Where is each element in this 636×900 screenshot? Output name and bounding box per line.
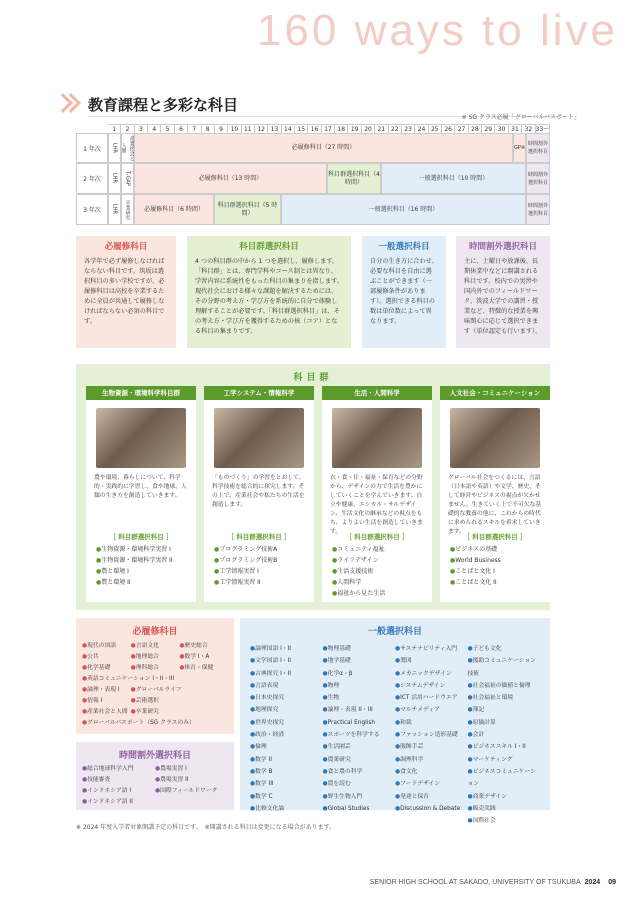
period-number: 33〜 <box>535 126 550 133</box>
group-photo <box>332 408 422 468</box>
course-item: ● 農と環境 I <box>96 566 186 577</box>
subject-item: ● 言語文化 <box>131 641 180 652</box>
course-item: ● ことばと文化 I <box>450 566 540 577</box>
course-item: ● World Business <box>450 555 540 566</box>
subject-item: ● スポーツを科学する <box>323 729 396 741</box>
subject-item: ● 生物 <box>323 692 396 704</box>
card-text: 自分の生き方に合わせ、必要な科目を自由に選ぶことができます（一部履修条件があります）。選択できる科目の数は単位数によって異なります。 <box>370 258 438 325</box>
subject-item: ● サステナビリティ入門 <box>395 643 468 655</box>
group-column <box>204 386 314 602</box>
box-title: 一般選択科目 <box>367 627 422 637</box>
row-label-year1: 1 年次 <box>76 133 108 163</box>
subject-item: ● フードデザイン <box>395 778 468 790</box>
course-item: ● 生物資源・環境科学実習 II <box>96 555 186 566</box>
chevron-decoration-icon <box>56 90 84 116</box>
subject-item: ● 英語コミュニケーション I・II・III <box>82 674 228 685</box>
period-number: 13 <box>268 124 281 133</box>
course-item: ● 工学情報実習 I <box>214 566 304 577</box>
subject-item: ● 言語表現 <box>250 680 323 692</box>
subject-item: ● 論理・表現 I <box>82 685 131 696</box>
group-photo <box>96 408 186 468</box>
period-number: 8 <box>202 124 215 133</box>
box-title: 時間割外選択科目 <box>118 751 191 761</box>
general-columns <box>250 643 540 827</box>
group-header: 生活・人間科学 <box>322 386 432 400</box>
subject-item: ● 化学基礎 <box>82 663 131 674</box>
subject-item: ● 倫理 <box>250 741 323 753</box>
period-number: 4 <box>148 124 161 133</box>
subject-item: ● 産業社会と人間 <box>82 707 131 718</box>
school-name: SENIOR HIGH SCHOOL AT SAKADO, UNIVERSITY OF TSUKUBA <box>369 879 581 886</box>
general-subjects-box <box>240 618 550 825</box>
group-column <box>322 386 432 602</box>
page-number: 09 <box>608 879 616 886</box>
course-item: ● ビジネスの基礎 <box>450 544 540 555</box>
subject-item: ● 地理探究 <box>250 704 323 716</box>
period-number: 5 <box>161 124 174 133</box>
subject-item: ● 生活園芸 <box>323 741 396 753</box>
subject-item: ● 販売実践 <box>468 803 541 815</box>
course-item: ● 人間科学 <box>332 577 422 588</box>
subject-item: ● 会計 <box>468 729 541 741</box>
timeslot-cell-year2: 時間割外選択科目 <box>526 163 550 194</box>
period-number: 12 <box>255 124 268 133</box>
period-number: 7 <box>188 124 201 133</box>
group-subtitle: ［ 科目群選択科目 ］ <box>463 533 527 541</box>
group-desc: 「ものづくり」の学習をとおして、科学技術を総合的に探究します。その上で、産業社会や私たちの生活を創造します。 <box>212 475 305 508</box>
general-col <box>395 643 468 827</box>
period-number: 16 <box>308 124 321 133</box>
subject-item: ● 卒業研究 <box>131 707 228 718</box>
box-title: 必履修科目 <box>132 627 178 637</box>
general-cell-year3: 一般選択科目（16 時間） <box>281 194 526 225</box>
period-number: 27 <box>455 124 468 133</box>
card-title: 必履修科目 <box>104 242 148 252</box>
subject-item: ● 食と農の科学 <box>323 766 396 778</box>
grad-cell: 卒業研究 <box>121 194 134 225</box>
lhr-cell: LHR <box>108 163 121 194</box>
subject-item: ● 和裁 <box>395 717 468 729</box>
period-number: 30 <box>495 124 508 133</box>
period-number: 24 <box>415 124 428 133</box>
required-cell-year1: 必履修科目（27 時間） <box>134 133 513 163</box>
subject-item: ● 数学 B <box>250 766 323 778</box>
period-number: 29 <box>482 124 495 133</box>
group-subtitle: ［ 科目群選択科目 ］ <box>345 533 409 541</box>
subject-item: ● ビジネススキル I・II <box>468 741 541 753</box>
subject-item: ● 援助コミュニケーション技術 <box>468 655 541 680</box>
period-number: 14 <box>282 124 295 133</box>
subject-item: ● 情報 I <box>82 696 131 707</box>
subject-item: ● 食文化 <box>395 766 468 778</box>
course-list <box>440 544 550 588</box>
card-title: 一般選択科目 <box>378 242 430 252</box>
group-desc: 衣・食・住・福祉・保育などの分野から、デザインの力で生活を豊かにしていくことを学んでいきます。自立や健康、エシカル・サルデザイン、生活文化の継承などの視点をもち、よりよい生活を創造していきます。 <box>330 475 423 535</box>
period-number: 31 <box>509 124 522 133</box>
subject-item: ● 子ども文化 <box>468 643 541 655</box>
course-item: ● プログラミング技術A <box>214 544 304 555</box>
subject-item: ● 世界史探究 <box>250 717 323 729</box>
general-cell-year2: 一般選択科目（10 時間） <box>381 163 526 194</box>
page-hero-title: 160 ways to live <box>256 6 618 55</box>
subject-item: ● 国際社会 <box>468 815 541 827</box>
subject-item: ● 調理科学 <box>395 754 468 766</box>
subject-item: ● 論理・表現 II・III <box>323 704 396 716</box>
course-list <box>86 544 196 588</box>
course-list <box>322 544 432 599</box>
subject-item: ● 論理国語 I・II <box>250 643 323 655</box>
subject-item: ● 野生生物入門 <box>323 791 396 803</box>
subject-item: ● 数学 II <box>250 754 323 766</box>
period-number: 21 <box>375 124 388 133</box>
course-item: ● 生物資源・環境科学実習 I <box>96 544 186 555</box>
subject-item: ● 数学 I・A <box>179 652 228 663</box>
period-number: 19 <box>348 124 361 133</box>
subject-item: ● 古典探究 I・II <box>250 668 323 680</box>
group-column <box>86 386 196 602</box>
subject-item: ● グローバルライフ <box>131 685 228 696</box>
footnote: ※ 2024 年度入学者対象開講予定の科目です。 ※開講される科目は変更になる場合があります。 <box>76 824 336 831</box>
subject-groups <box>76 364 550 610</box>
period-number: 17 <box>322 124 335 133</box>
period-number: 22 <box>389 124 402 133</box>
subject-item: ● ファッション造形基礎 <box>395 729 468 741</box>
subject-item: ● 物理基礎 <box>323 643 396 655</box>
period-number: 32 <box>522 124 535 133</box>
subject-item: ● 比較文化論 <box>250 803 323 815</box>
subject-item: ● Practical English <box>323 717 396 729</box>
lhr-cell: LHR <box>108 194 121 225</box>
subject-item: ● 文学国語 I・II <box>250 655 323 667</box>
subject-item: ● 理科総合 <box>131 663 180 674</box>
card-text: 各学年で必ず履修しなければならない科目です。筑坂は選択科目の多い学校ですが、必履修科目は高校を卒業するために全員が共通して履修しなければならない必須の科目です。 <box>84 258 165 325</box>
section-title: 教育課程と多彩な科目 <box>88 96 239 114</box>
subject-item: ● 農場実習 I <box>155 764 228 775</box>
subject-item: ● ビジネスコミュニケーション <box>468 766 541 791</box>
course-item: ● ライフデザイン <box>332 555 422 566</box>
subject-item: ● 数学 III <box>250 778 323 790</box>
subject-item: ● 原価計算 <box>468 717 541 729</box>
subject-item: ● 服飾手芸 <box>395 741 468 753</box>
lhr-cell: LHR <box>108 133 121 163</box>
subject-item: ● 農を読む <box>323 778 396 790</box>
card-title: 時間割外選択科目 <box>468 242 537 252</box>
course-item: ● ことばと文化 II <box>450 577 540 588</box>
row-label-year3: 3 年次 <box>76 194 108 225</box>
period-number: 6 <box>175 124 188 133</box>
card-title: 科目群選択科目 <box>239 242 299 252</box>
course-item: ● 農と環境 II <box>96 577 186 588</box>
period-number: 10 <box>228 124 241 133</box>
subject-item: ● 技能審査 <box>82 775 155 786</box>
general-col <box>250 643 323 827</box>
subject-item: ● マーケティング <box>468 754 541 766</box>
course-item: ● 生活支援技術 <box>332 566 422 577</box>
subject-item: ● 地学基礎 <box>323 655 396 667</box>
subject-item: ● グローバルパスポート（SG クラスのみ） <box>82 718 228 729</box>
group-header: 人文社会・コミュニケーション <box>440 386 550 400</box>
card-group <box>187 236 351 348</box>
group-subtitle: ［ 科目群選択科目 ］ <box>109 533 173 541</box>
subject-item: ● 社会福祉と環境 <box>468 692 541 704</box>
row-label-year2: 2 年次 <box>76 163 108 194</box>
subject-item: ● 政治・経済 <box>250 729 323 741</box>
card-required <box>76 236 176 348</box>
subject-item: ● 商業デザイン <box>468 791 541 803</box>
timeslot-subjects-box <box>76 742 234 810</box>
period-number: 25 <box>429 124 442 133</box>
period-number: 11 <box>242 124 255 133</box>
required-cell-year2: 必履修科目（13 時間） <box>134 163 327 194</box>
course-item: ● 福祉から見た生活 <box>332 588 422 599</box>
subject-item: ● 社会福祉の価値と倫理 <box>468 680 541 692</box>
curriculum-table <box>76 124 550 225</box>
subject-item: ● 製図 <box>395 655 468 667</box>
period-number: 1 <box>108 124 121 133</box>
gp-cell: GP※ <box>513 133 526 163</box>
subject-item: ● 公共 <box>82 652 131 663</box>
required-cell-year3: 必履修科目（6 時間） <box>134 194 214 225</box>
timeslot-cell-year1: 時間割外選択科目 <box>526 133 550 163</box>
period-number: 20 <box>362 124 375 133</box>
subject-item: ● 体育・保健 <box>179 663 228 674</box>
period-number: 23 <box>402 124 415 133</box>
group-photo <box>450 408 540 468</box>
card-timeslot <box>456 236 550 348</box>
group-header: 工学システム・情報科学 <box>204 386 314 400</box>
required-subjects-box <box>76 618 234 734</box>
group-cell-year3: 科目群選択科目（5 時間） <box>214 194 281 225</box>
period-number: 15 <box>295 124 308 133</box>
group-desc: グローバル社会をつくるには、言語（日本語や英語）や文学、歴史、そして経営やビジネスの視点が欠かせません。生きていく上で不可欠な基礎的な教養の他に、これからの時代に求められるスキルを希求していきます。 <box>448 475 542 535</box>
period-header <box>108 124 550 133</box>
period-number: 28 <box>469 124 482 133</box>
subject-item: ● メカニックデザイン <box>395 668 468 680</box>
group-desc: 農や環境、暮らしについて、科学的・実践的に学習し、食や地球、人類の生き方を創造していきます。 <box>94 475 187 499</box>
subject-item: ● 化学α・β <box>323 668 396 680</box>
subject-item: ● マルチメディア <box>395 704 468 716</box>
period-number: 2 <box>121 124 134 133</box>
group-column <box>440 386 550 602</box>
subject-item: ● 国際フィールドワーク <box>155 786 228 797</box>
required-list <box>82 641 228 729</box>
subject-item: ● Discussion & Debate <box>395 803 468 815</box>
group-header: 生物資源・環境科学科目群 <box>86 386 196 400</box>
study-cell: 産業社会と人間 <box>121 133 134 163</box>
groups-title: 科目群 <box>293 373 333 383</box>
course-item: ● プログラミング技術B <box>214 555 304 566</box>
page-footer <box>370 879 616 886</box>
course-item: ● 工学情報実習 II <box>214 577 304 588</box>
subject-item: ● 発達と保育 <box>395 791 468 803</box>
group-cell-year2: 科目群選択科目（4 時間） <box>327 163 381 194</box>
general-col <box>468 643 541 827</box>
period-number: 9 <box>215 124 228 133</box>
period-number: 18 <box>335 124 348 133</box>
footer-year: 2024 <box>584 879 601 886</box>
card-general <box>362 236 446 348</box>
group-photo <box>214 408 304 468</box>
period-number: 26 <box>442 124 455 133</box>
subject-item: ● 日本史探究 <box>250 692 323 704</box>
subject-item: ● 芸術選択 <box>131 696 228 707</box>
sg-note: ※ SG クラス必履「グローバルパスポート」 <box>461 114 580 121</box>
card-text: 4 つの科目群の中から 1 つを選択し、履修します。「科目群」とは、専門学科やコース制とは異なり、学習内容に系統性をもった科目の集まりを指します。現代社会における様々な課題を解決するためには、その分野の考え方・学び方を系統的に自分で体験し理解することが必要です。「科目群選択科目」は、その考え方・学び方を獲得するための核（コア）となる科目の集まりです。 <box>195 258 344 335</box>
course-item: ● コミュニティ福祉 <box>332 544 422 555</box>
subject-item: ● 総合地球科学入門 <box>82 764 155 775</box>
subject-item: ● 農場実習 II <box>155 775 228 786</box>
group-subtitle: ［ 科目群選択科目 ］ <box>227 533 291 541</box>
subject-item: ● 簿記 <box>468 704 541 716</box>
subject-item: ● 地理総合 <box>131 652 180 663</box>
tgap-cell: T-GAP <box>121 163 134 194</box>
subject-item: ● システムデザイン <box>395 680 468 692</box>
timeslot-cell-year3: 時間割外選択科目 <box>526 194 550 225</box>
period-number: 3 <box>135 124 148 133</box>
subject-item: ● 現代の国語 <box>82 641 131 652</box>
subject-item: ● インドネシア語 II <box>82 797 155 808</box>
subject-item: ● 農業研究 <box>323 754 396 766</box>
subject-item: ● Global Studies <box>323 803 396 815</box>
subject-item: ● インドネシア語 I <box>82 786 155 797</box>
course-list <box>204 544 314 588</box>
subject-item: ● ICT 活用ハードウエア <box>395 692 468 704</box>
timeslot-list <box>82 764 228 808</box>
subject-item: ● 数学 C <box>250 791 323 803</box>
general-col <box>323 643 396 827</box>
subject-item: ● 歴史総合 <box>179 641 228 652</box>
card-text: 主に、土曜日や放課後、長期休業中などに開講される科目です。校内での実習や国内外でのフィールドワーク、筑波大学での講習・授業など、特徴的な授業を興味関心に応じて選択できます（単位認定も行います）。 <box>464 258 542 335</box>
subject-item: ● 物理 <box>323 680 396 692</box>
